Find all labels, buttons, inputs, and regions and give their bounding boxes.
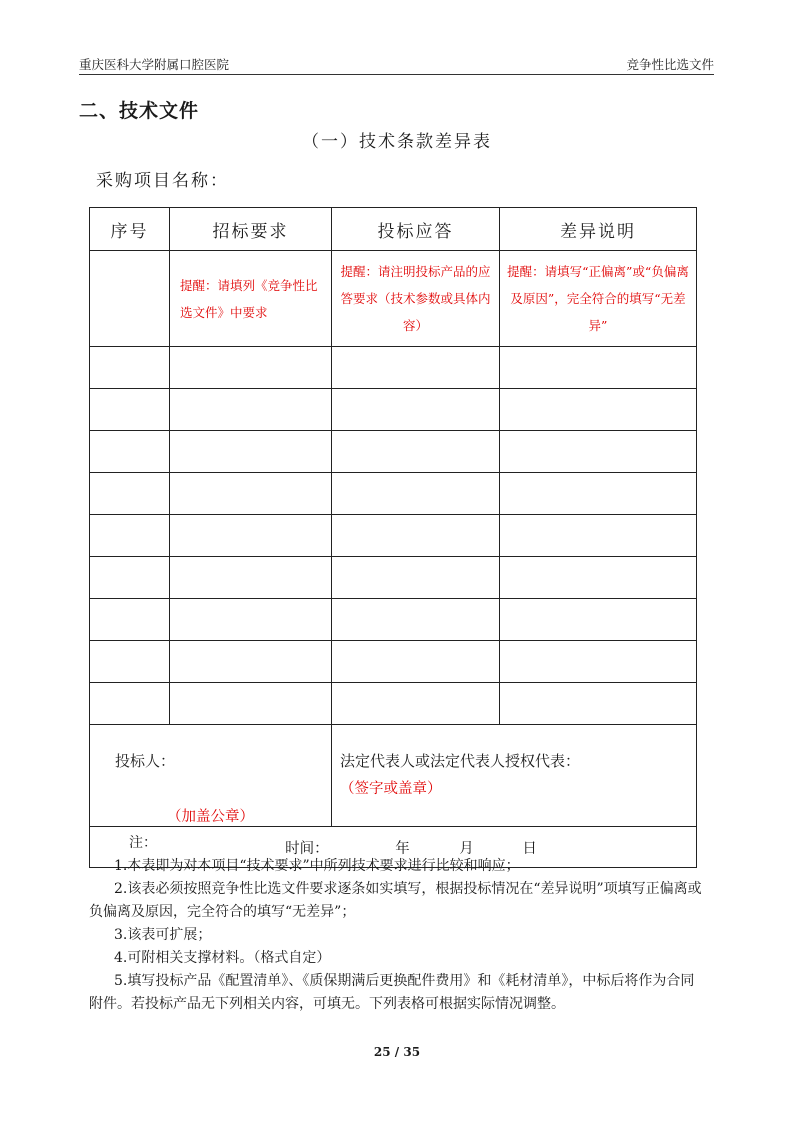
page-number: 25 / 35 xyxy=(373,1045,421,1059)
table-cell[interactable] xyxy=(90,599,170,641)
column-header-requirement: 招标要求 xyxy=(170,208,332,251)
representative-cell[interactable] xyxy=(332,725,697,827)
table-row xyxy=(90,347,697,389)
note-item: 4.可附相关支撑材料。（格式自定） xyxy=(114,950,331,966)
table-cell[interactable] xyxy=(90,683,170,725)
requirement-hint-cell[interactable] xyxy=(170,251,332,347)
header-document-type: 竞争性比选文件 xyxy=(626,57,714,72)
hint-row xyxy=(90,251,697,347)
table-cell[interactable] xyxy=(500,431,697,473)
column-header-index: 序号 xyxy=(90,208,170,251)
table-cell[interactable] xyxy=(500,683,697,725)
table-title: （一）技术条款差异表 xyxy=(302,132,492,152)
table-cell[interactable] xyxy=(90,515,170,557)
table-row xyxy=(90,557,697,599)
table-cell[interactable] xyxy=(90,251,170,347)
table-cell[interactable] xyxy=(332,641,500,683)
table-cell[interactable] xyxy=(170,641,332,683)
table-cell[interactable] xyxy=(332,431,500,473)
table-row xyxy=(90,431,697,473)
table-row xyxy=(90,683,697,725)
table-cell[interactable] xyxy=(170,389,332,431)
deviation-hint: 提醒：请填写“正偏离”或“负偏离及原因”，完全符合的填写“无差异” xyxy=(507,264,689,333)
month-label: 月 xyxy=(459,840,474,857)
deviation-table xyxy=(89,207,697,868)
table-cell[interactable] xyxy=(500,599,697,641)
table-row xyxy=(90,473,697,515)
table-cell[interactable] xyxy=(500,641,697,683)
table-cell[interactable] xyxy=(332,473,500,515)
table-cell[interactable] xyxy=(500,515,697,557)
project-name-label: 采购项目名称： xyxy=(96,171,229,191)
table-cell[interactable] xyxy=(332,347,500,389)
response-hint: 提醒：请注明投标产品的应答要求（技术参数或具体内容） xyxy=(340,264,491,333)
table-cell[interactable] xyxy=(90,641,170,683)
table-cell[interactable] xyxy=(170,431,332,473)
representative-label: 法定代表人或法定代表人授权代表： xyxy=(340,752,581,770)
table-cell[interactable] xyxy=(170,347,332,389)
bidder-label: 投标人： xyxy=(115,752,176,770)
table-cell[interactable] xyxy=(500,473,697,515)
table-cell[interactable] xyxy=(90,431,170,473)
response-hint-cell[interactable] xyxy=(332,251,500,347)
table-row xyxy=(90,389,697,431)
year-label: 年 xyxy=(395,840,410,857)
table-cell[interactable] xyxy=(170,599,332,641)
bidder-cell[interactable] xyxy=(90,725,332,827)
table-cell[interactable] xyxy=(170,515,332,557)
column-header-deviation: 差异说明 xyxy=(500,208,697,251)
notes-label: 注： xyxy=(129,835,157,851)
column-header-response: 投标应答 xyxy=(332,208,500,251)
table-cell[interactable] xyxy=(500,557,697,599)
header-hospital-name: 重庆医科大学附属口腔医院 xyxy=(79,57,230,72)
table-cell[interactable] xyxy=(90,347,170,389)
table-cell[interactable] xyxy=(332,599,500,641)
signature-note: （签字或盖章） xyxy=(340,781,442,797)
note-item: 1.本表即为对本项目“技术要求”中所列技术要求进行比较和响应； xyxy=(114,858,520,874)
table-header-row xyxy=(90,208,697,251)
table-cell[interactable] xyxy=(90,473,170,515)
notes-section xyxy=(89,832,707,1016)
table-cell[interactable] xyxy=(332,683,500,725)
table-row xyxy=(90,641,697,683)
header-divider xyxy=(79,74,714,75)
time-label: 时间： xyxy=(285,840,329,857)
note-item: 2.该表必须按照竞争性比选文件要求逐条如实填写，根据投标情况在“差异说明”项填写正偏离或负偏离及原因，完全符合的填写“无差异”； xyxy=(89,881,702,920)
table-cell[interactable] xyxy=(90,389,170,431)
table-cell[interactable] xyxy=(170,473,332,515)
table-cell[interactable] xyxy=(332,515,500,557)
section-title: 二、技术文件 xyxy=(79,100,200,122)
signature-row xyxy=(90,725,697,827)
table-cell[interactable] xyxy=(90,557,170,599)
table-cell[interactable] xyxy=(170,683,332,725)
table-row xyxy=(90,515,697,557)
requirement-hint: 提醒：请填列《竞争性比选文件》中要求 xyxy=(180,277,318,320)
table-cell[interactable] xyxy=(500,389,697,431)
note-item: 5.填写投标产品《配置清单》、《质保期满后更换配件费用》和《耗材清单》，中标后将作为合同附件。若投标产品无下列相关内容，可填无。下列表格可根据实际情况调整。 xyxy=(89,973,695,1012)
deviation-hint-cell[interactable] xyxy=(500,251,697,347)
table-cell[interactable] xyxy=(500,347,697,389)
table-cell[interactable] xyxy=(332,557,500,599)
note-item: 3.该表可扩展； xyxy=(114,927,212,943)
day-label: 日 xyxy=(522,840,537,857)
table-cell[interactable] xyxy=(332,389,500,431)
table-row xyxy=(90,599,697,641)
company-seal-note: （加盖公章） xyxy=(167,809,254,825)
table-cell[interactable] xyxy=(170,557,332,599)
